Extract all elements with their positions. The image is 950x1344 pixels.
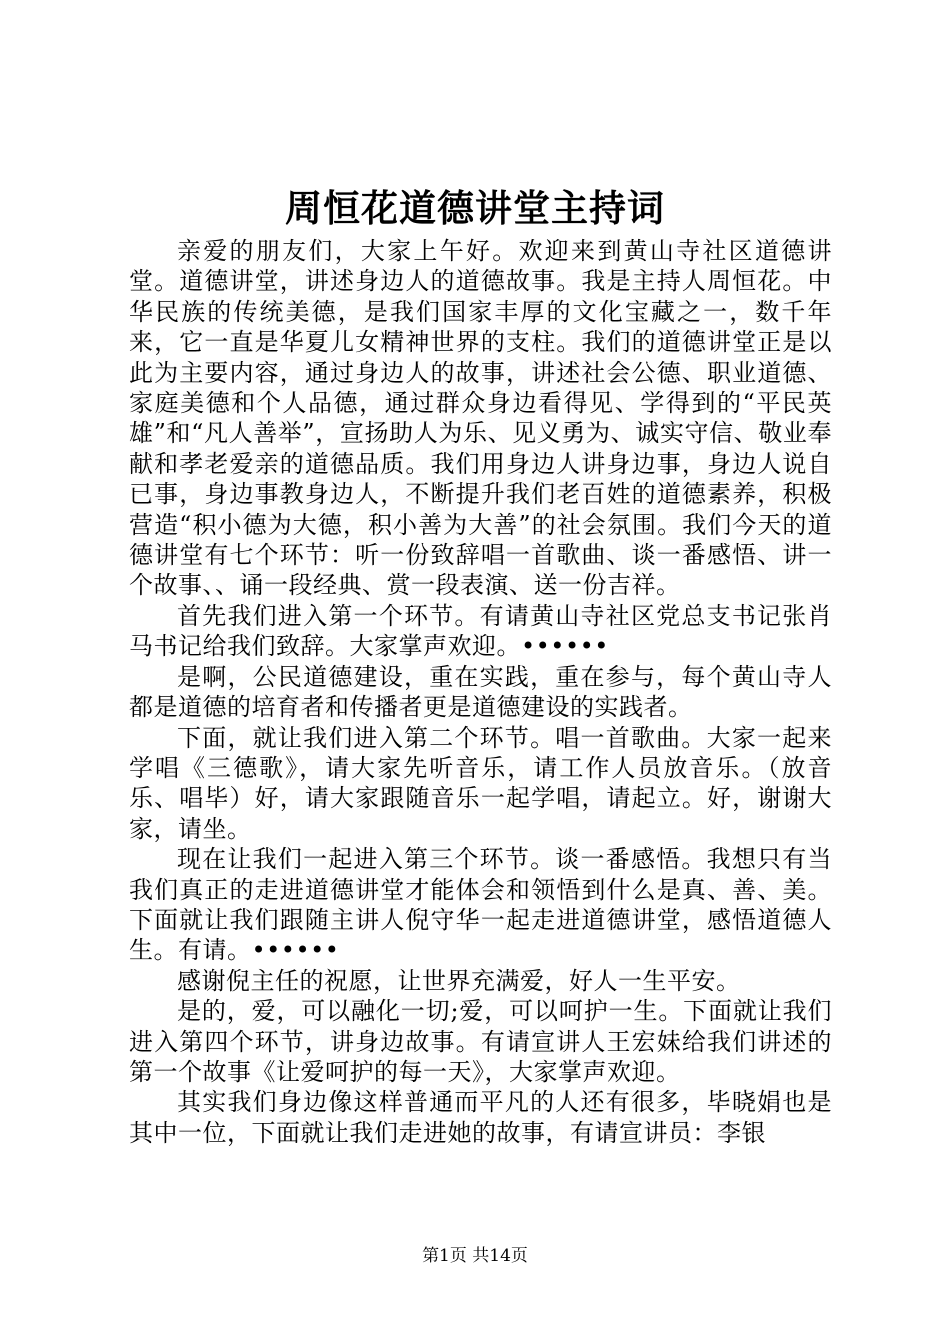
paragraph: 现在让我们一起进入第三个环节。谈一番感悟。我想只有当我们真正的走进道德讲堂才能体会和领悟到什么是真、善、美。下面就让我们跟随主讲人倪守华一起走进道德讲堂，感悟道德人生。有请。••••••: [129, 845, 832, 965]
page-number-footer: 第1页 共14页: [422, 1246, 528, 1266]
paragraph: 是的，爱，可以融化一切;爱，可以呵护一生。下面就让我们进入第四个环节，讲身边故事。有请宣讲人王宏妹给我们讲述的第一个故事《让爱呵护的每一天》，大家掌声欢迎。: [129, 997, 832, 1086]
paragraph: 感谢倪主任的祝愿，让世界充满爱，好人一生平安。: [177, 966, 741, 995]
document-title: 周恒花道德讲堂主持词: [285, 186, 665, 230]
paragraph: 首先我们进入第一个环节。有请黄山寺社区党总支书记张肖马书记给我们致辞。大家掌声欢迎。••••••: [129, 601, 832, 661]
paragraph: 亲爱的朋友们，大家上午好。欢迎来到黄山寺社区道德讲堂。道德讲堂，讲述身边人的道德故事。我是主持人周恒花。中华民族的传统美德，是我们国家丰厚的文化宝藏之一，数千年来，它一直是华夏儿女精神世界的支柱。我们的道德讲堂正是以此为主要内容，通过身边人的故事，讲述社会公德、职业道德、家庭美德和个人品德，通过群众身边看得见、学得到的“平民英雄”和“凡人善举”，宣扬助人为乐、见义勇为、诚实守信、敬业奉献和孝老爱亲的道德品质。我们用身边人讲身边事，身边人说自已事，身边事教身边人，不断提升我们老百姓的道德素养，积极营造“积小德为大德，积小善为大善”的社会氛围。我们今天的道德讲堂有七个环节：听一份致辞唱一首歌曲、谈一番感悟、讲一个故事、、诵一段经典、赏一段表演、送一份吉祥。: [129, 237, 832, 600]
paragraph: 下面，就让我们进入第二个环节。唱一首歌曲。大家一起来学唱《三德歌》，请大家先听音乐，请工作人员放音乐。（放音乐、唱毕）好，请大家跟随音乐一起学唱，请起立。好，谢谢大家，请坐。: [129, 723, 832, 843]
paragraph: 其实我们身边像这样普通而平凡的人还有很多，毕晓娟也是其中一位，下面就让我们走进她的故事，有请宣讲员：李银: [129, 1088, 832, 1147]
paragraph: 是啊，公民道德建设，重在实践，重在参与，每个黄山寺人都是道德的培育者和传播者更是道德建设的实践者。: [129, 662, 832, 722]
document-body: [129, 236, 832, 1148]
